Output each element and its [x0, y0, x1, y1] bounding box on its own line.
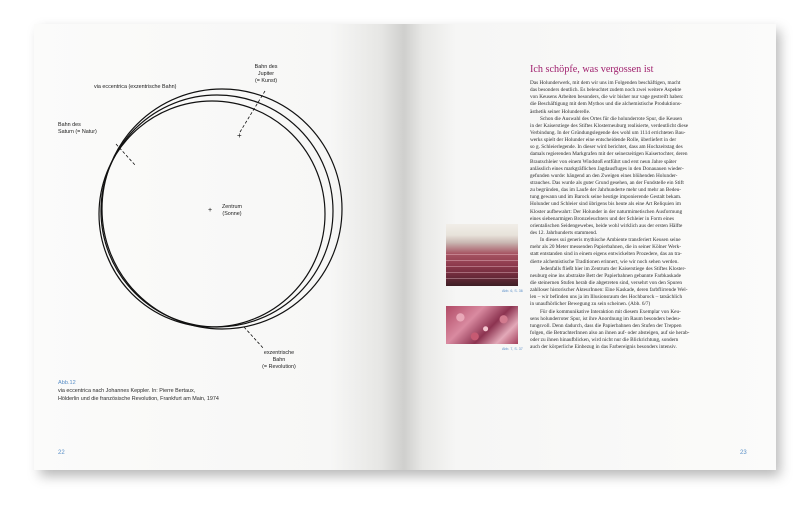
label-saturn-orbit: Bahn des Saturn (= Natur)	[58, 122, 97, 135]
text-line: Schon die Auswahl des Ortes für die holunderrote Spur, die Keusen	[540, 115, 682, 122]
text-line: neuburg eine ins abstrakte Bett der Papierbahnen gebannte Farbkaskade	[530, 272, 681, 279]
text-line: orientalischen Seidengewebes, beide wohl wirklich aus der ersten Hälfte	[530, 222, 683, 229]
via-eccentrica-diagram	[34, 24, 404, 470]
figure-caption-line: Hölderlin und die französische Revolution, Frankfurt am Main, 1974	[58, 396, 219, 402]
text-line: Jedenfalls fließt hier im Zentrum der Kaiserstiege des Stiftes Kloster-	[540, 265, 686, 272]
jupiter-marker: +	[237, 131, 242, 140]
text-line: Kloster aufbewahrt: Der Holunder in der naturmimetischen Ausformung	[530, 208, 683, 215]
right-page	[404, 24, 776, 470]
photo-caption: Abb. 7, S. 37	[502, 347, 523, 351]
text-line: Für die kommunikative Interaktion mit diesem Exemplar von Keu-	[540, 308, 681, 315]
chapter-heading: Ich schöpfe, was vergossen ist	[530, 64, 654, 75]
text-line: Das Holunderwerk, mit dem wir uns im Folgenden beschäftigen, macht	[530, 80, 681, 86]
text-line: In dieses sui generis mythische Ambiente transferiert Keusen seine	[540, 237, 681, 244]
text-line: ästhetik seiner Holunderelle.	[530, 108, 591, 115]
text-line: Brautschleier von einem Windstoß entführt und erst neun Jahre später	[530, 158, 677, 165]
text-line: len – wir befinden uns ja im Illusionsraum des Hochbarock – tatsächlich	[530, 294, 683, 301]
text-line: eines siebenarmigen Bronzeleuchters und der Schleier in Form eines	[530, 215, 675, 222]
open-book	[34, 24, 776, 470]
body-text	[530, 80, 746, 351]
photo-caption: Abb. 6, S. 36	[502, 289, 523, 293]
label-jupiter-orbit: Bahn des Jupiter (= Kunst)	[254, 64, 278, 84]
revolution-pointer-line	[244, 327, 264, 349]
text-line: Holunder und Schleier sind übrigens bis heute als eine Art Reliquien im	[530, 201, 681, 208]
text-line: oder zu ihnen hinaufblicken, wird nicht nur die Blickrichtung, sondern	[530, 337, 679, 344]
text-line: die Beschäftigung mit dem Mythos und die alchemistische Produktions-	[530, 101, 682, 108]
text-line: werks spielt der Holunder eine entscheidende Rolle, überliefert in der	[530, 137, 677, 144]
text-line: tungsvoll. Denn dadurch, dass die Papierbahnen den Stufen der Treppen	[530, 322, 682, 329]
text-line: anlässlich eines markgräflichen Jagdausfluges in den Donauauen wieder-	[530, 165, 684, 172]
text-line: auch der körperliche Einbezug in das Farbereignis besonders intensiv.	[530, 344, 677, 351]
text-line: strauches. Das wurde als guter Grund gesehen, an der Fundstelle ein Stift	[530, 179, 684, 186]
text-line: in der Kaiserstiege des Stiftes Klosterneuburg realisierte, verdeutlicht diese	[530, 122, 689, 129]
figure-caption-line: via eccentrica nach Johannes Keppler. In: Pierre Bertaux,	[58, 388, 196, 394]
label-center-sun: Zentrum (Sonne)	[221, 204, 243, 217]
label-revolution-orbit: exzentrische Bahn (= Revolution)	[262, 350, 296, 370]
text-line: sens holunderroter Spur, ist ihre Anordnung im Raum besonders bedeu-	[530, 315, 681, 322]
center-marker: +	[208, 207, 213, 214]
figure-caption-title: Abb.12	[58, 380, 76, 386]
page-number-left: 22	[58, 450, 65, 456]
text-line: gefunden wurde: hängend an den Zweigen eines blühenden Holunder-	[530, 172, 678, 179]
text-line: des 12. Jahrhunderts stammend.	[530, 229, 598, 236]
text-line: statt entstanden sind in einem eigens entwickelten Prozedere, das an tra-	[530, 251, 682, 258]
text-line: mehr als 20 Meter messenden Papierbahnen, die in seiner Kölner Werk-	[530, 244, 681, 251]
text-line: Verbindung. In der Gründungslegende des wohl um 1114 errichteten Bau-	[530, 129, 686, 136]
jupiter-pointer-line	[240, 91, 265, 132]
text-line: tung gewann und im Barock seine heutige imponierende Gestalt bekam.	[530, 194, 682, 201]
red-paper-detail-photo	[446, 306, 518, 344]
text-line: dierte alchemistische Traditionen erinnert, wie wir noch sehen werden.	[530, 258, 679, 265]
staircase-photo	[446, 224, 518, 286]
text-line: so g. Schleierlegende. In dieser wird berichtet, dass am Hochzeitstag des	[530, 144, 683, 151]
page-number-right: 23	[740, 450, 747, 456]
label-via-eccentrica: via eccentrica (exzentrische Bahn)	[94, 84, 177, 90]
text-line: zahlloser historischer AkteurInnen: Eine Kaskade, deren farbflirrende Wel-	[530, 287, 688, 294]
text-line: folgen, die BetrachterInnen also an ihnen auf- oder absteigen, auf sie herab-	[530, 329, 690, 336]
text-line: von Keusens Arbeiten besonders, die wir bisher nur vage gestreift haben:	[530, 94, 684, 101]
text-line: die steinernen Stufen herab die abgetreten sind, versehrt von den Spuren	[530, 279, 683, 286]
text-line: das besonders deutlich. Es beleuchtet zudem noch zwei weitere Aspekte	[530, 87, 682, 94]
text-line: in unaufhörlicher Bewegung zu sein scheinen. (Abb. 6/7)	[530, 301, 651, 308]
text-line: damals regierenden Markgrafen mit der seinerzeitigen Kaisertochter, deren	[530, 151, 688, 158]
text-line: zu begründen, das im Laufe der Jahrhunderte mehr und mehr an Bedeu-	[530, 187, 682, 194]
left-page	[34, 24, 404, 470]
